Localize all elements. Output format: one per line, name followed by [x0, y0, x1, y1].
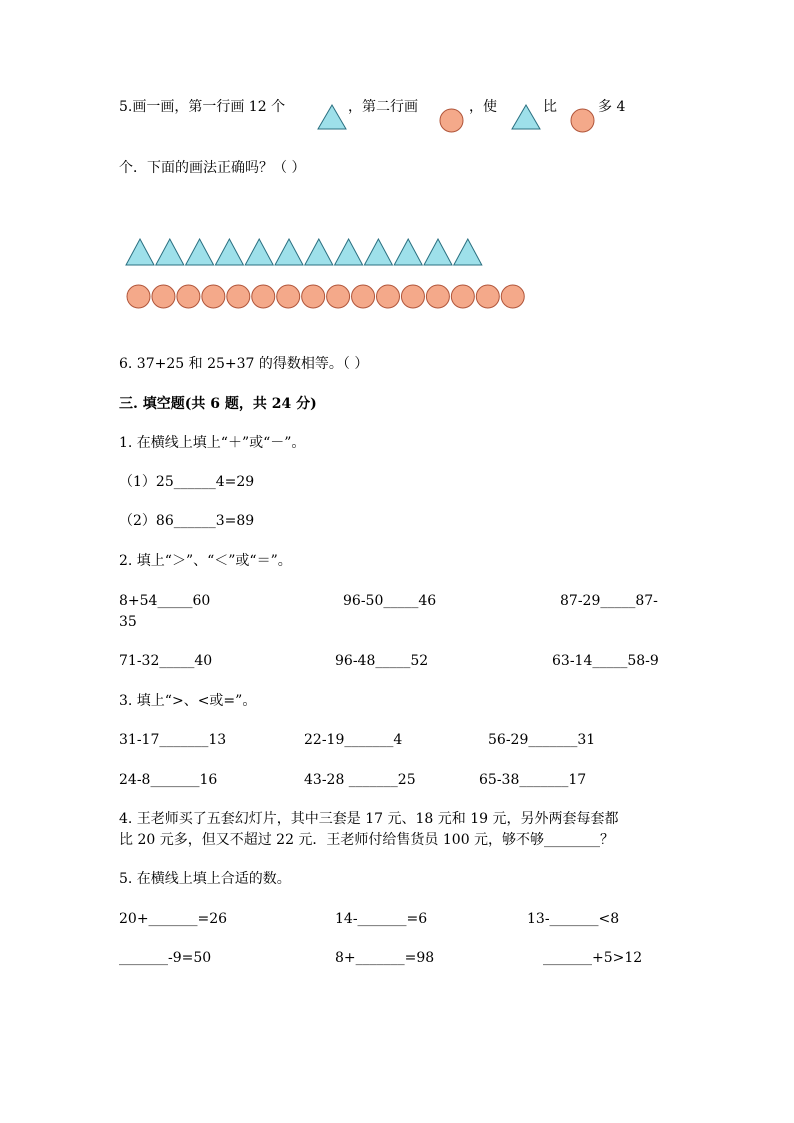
s3-q5-r2c1: _______-9=50 — [119, 950, 212, 966]
s3-q4-line2: 比 20 元多，但又不超过 22 元．王老师付给售货员 100 元，够不够________？ — [119, 832, 615, 848]
s3-q4-line1: 4. 王老师买了五套幻灯片，其中三套是 17 元、18 元和 19 元，另外两套每套都 — [119, 811, 619, 827]
circle-shape-inline-2 — [570, 108, 595, 133]
circle-7 — [277, 285, 300, 308]
s3-q2-r1c3a: 87-29_____87- — [560, 593, 658, 609]
s3-q2-r2c1: 71-32_____40 — [119, 653, 213, 669]
circle-12 — [401, 285, 424, 308]
q6-text: 6. 37+25 和 25+37 的得数相等。（ ） — [119, 356, 369, 372]
triangle-1 — [126, 239, 154, 265]
q5-line1-b: ，第二行画 — [348, 99, 418, 115]
circle-3 — [177, 285, 200, 308]
circle-10 — [352, 285, 375, 308]
circle-4 — [202, 285, 225, 308]
circle-14 — [451, 285, 474, 308]
triangle-8 — [335, 239, 363, 265]
triangle-10 — [394, 239, 422, 265]
s3-q5-text: 5. 在横线上填上合适的数。 — [119, 871, 291, 887]
circle-16 — [501, 285, 524, 308]
s3-q3-r2c3: 65-38_______17 — [479, 772, 587, 788]
triangle-6 — [275, 239, 303, 265]
circle-row — [126, 284, 527, 314]
s3-q3-r1c1: 31-17_______13 — [119, 732, 227, 748]
q5-line1-a: 5.画一画，第一行画 12 个 — [119, 99, 286, 115]
triangle-12 — [454, 239, 482, 265]
s3-q2-r2c2: 96-48_____52 — [335, 653, 429, 669]
circle-9 — [327, 285, 350, 308]
s3-q2-r1c2: 96-50_____46 — [343, 593, 437, 609]
s3-q5-r1c3: 13-_______<8 — [527, 911, 620, 927]
s3-q5-r2c3: _______+5>12 — [543, 950, 643, 966]
s3-q1-b: （2）86______3=89 — [119, 513, 255, 529]
s3-q2-r2c3: 63-14_____58-9 — [552, 653, 659, 669]
triangle-shape-inline-2 — [511, 104, 541, 130]
circle-shape-inline-1 — [439, 108, 464, 133]
s3-q2-r1c3b: 35 — [119, 614, 137, 630]
s3-q1-text: 1. 在横线上填上“＋”或“－”。 — [119, 435, 306, 451]
q5-line1-c: ，使 — [469, 99, 497, 115]
triangle-row — [125, 238, 483, 270]
q5-line1-d: 比 — [543, 99, 557, 115]
circle-1 — [127, 285, 150, 308]
section3-title: 三. 填空题(共 6 题，共 24 分) — [119, 396, 317, 412]
circle-13 — [426, 285, 449, 308]
triangle-9 — [364, 239, 392, 265]
triangle-4 — [215, 239, 243, 265]
circle-6 — [252, 285, 275, 308]
triangle-2 — [156, 239, 184, 265]
s3-q1-a: （1）25______4=29 — [119, 474, 255, 490]
s3-q2-text: 2. 填上“＞”、“＜”或“＝”。 — [119, 553, 292, 569]
s3-q3-r1c2: 22-19_______4 — [304, 732, 403, 748]
triangle-5 — [245, 239, 273, 265]
circle-2 — [152, 285, 175, 308]
circle-15 — [476, 285, 499, 308]
q5-line1-e: 多 4 — [598, 99, 626, 115]
s3-q5-r1c1: 20+_______=26 — [119, 911, 228, 927]
s3-q3-r2c1: 24-8_______16 — [119, 772, 218, 788]
circle-5 — [227, 285, 250, 308]
triangle-7 — [305, 239, 333, 265]
s3-q3-r2c2: 43-28 _______25 — [304, 772, 416, 788]
s3-q3-r1c3: 56-29_______31 — [488, 732, 596, 748]
triangle-11 — [424, 239, 452, 265]
s3-q5-r2c2: 8+_______=98 — [335, 950, 435, 966]
triangle-shape-inline-1 — [317, 104, 347, 130]
circle-11 — [377, 285, 400, 308]
s3-q5-r1c2: 14-_______=6 — [335, 911, 428, 927]
s3-q2-r1c1: 8+54_____60 — [119, 593, 211, 609]
s3-q3-text: 3. 填上“>、<或=”。 — [119, 693, 257, 709]
q5-line2: 个．下面的画法正确吗？（ ） — [119, 160, 306, 176]
triangle-3 — [186, 239, 214, 265]
circle-8 — [302, 285, 325, 308]
